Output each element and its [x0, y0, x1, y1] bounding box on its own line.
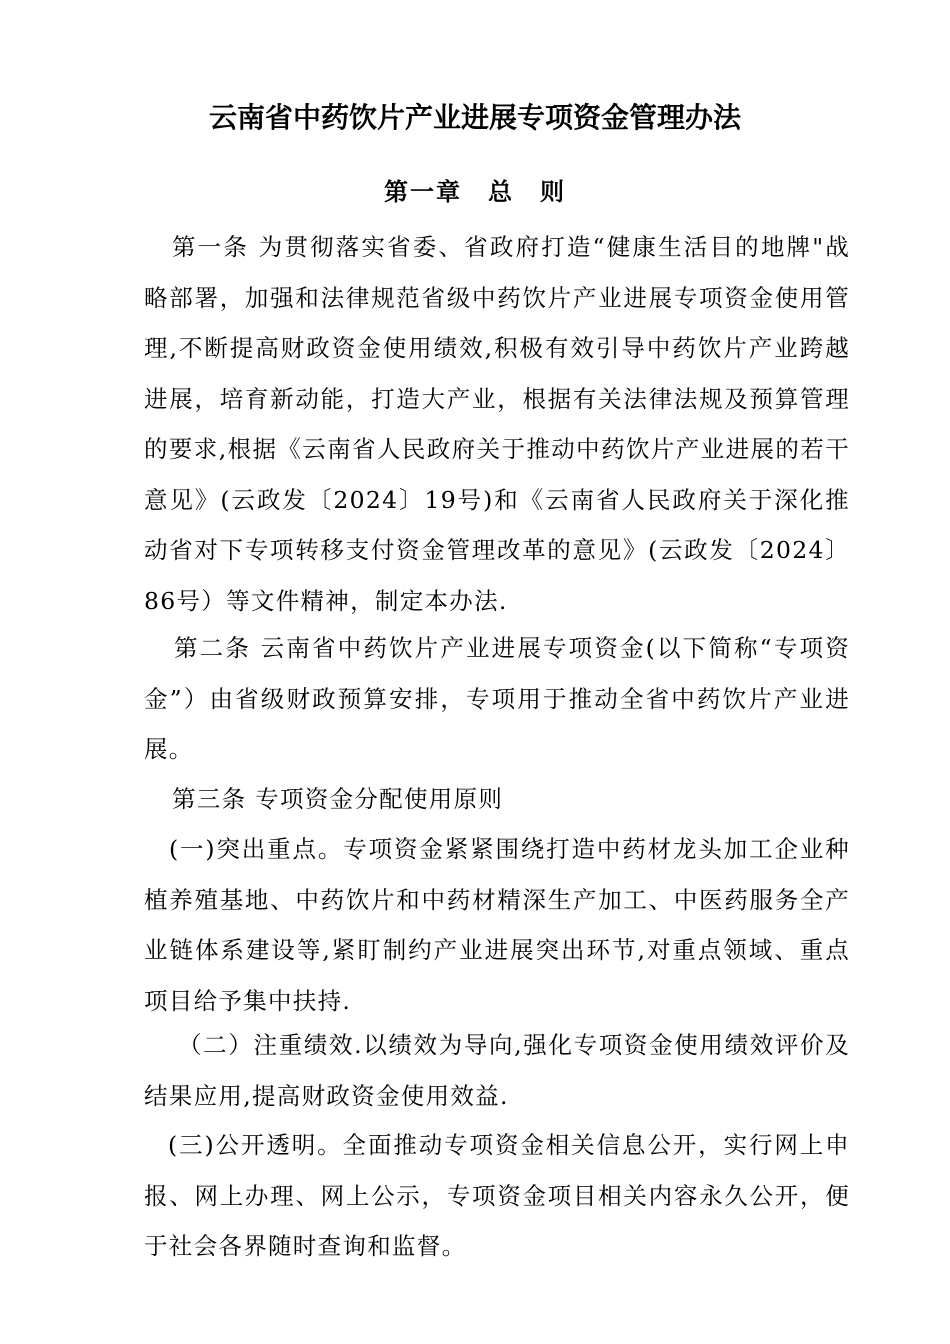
chapter-heading: 第一章 总 则 [384, 178, 566, 206]
article-2-paragraph: 第二条 云南省中药饮片产业进展专项资金(以下简称“专项资金”）由省级财政预算安排，专项用于推动全省中药饮片产业进展。 [144, 634, 850, 763]
principle-1-paragraph: (一)突出重点。专项资金紧紧围绕打造中药材龙头加工企业种植养殖基地、中药饮片和中药材精深生产加工、中医药服务全产业链体系建设等,紧盯制约产业进展突出环节,对重点领域、重点项目给予集中扶持. [144, 835, 850, 1015]
article-3-heading: 第三条 专项资金分配使用原则 [172, 785, 504, 813]
principle-2-paragraph: （二）注重绩效.以绩效为导向,强化专项资金使用绩效评价及结果应用,提高财政资金使用效益. [144, 1031, 850, 1110]
article-1-paragraph: 第一条 为贯彻落实省委、省政府打造“健康生活目的地牌"战略部署，加强和法律规范省级中药饮片产业进展专项资金使用管理,不断提高财政资金使用绩效,积极有效引导中药饮片产业跨越进展，培育新动能，打造大产业，根据有关法律法规及预算管理的要求,根据《云南省人民政府关于推动中药饮片产业进展的若干意见》(云政发〔2024〕19号)和《云南省人民政府关于深化推动省对下专项转移支付资金管理改革的意见》(云政发〔2024〕86号）等文件精神，制定本办法. [144, 233, 850, 615]
document-title: 云南省中药饮片产业进展专项资金管理办法 [208, 101, 741, 134]
principle-3-paragraph: (三)公开透明。全面推动专项资金相关信息公开，实行网上申报、网上办理、网上公示，专项资金项目相关内容永久公开，便于社会各界随时查询和监督。 [144, 1131, 850, 1260]
